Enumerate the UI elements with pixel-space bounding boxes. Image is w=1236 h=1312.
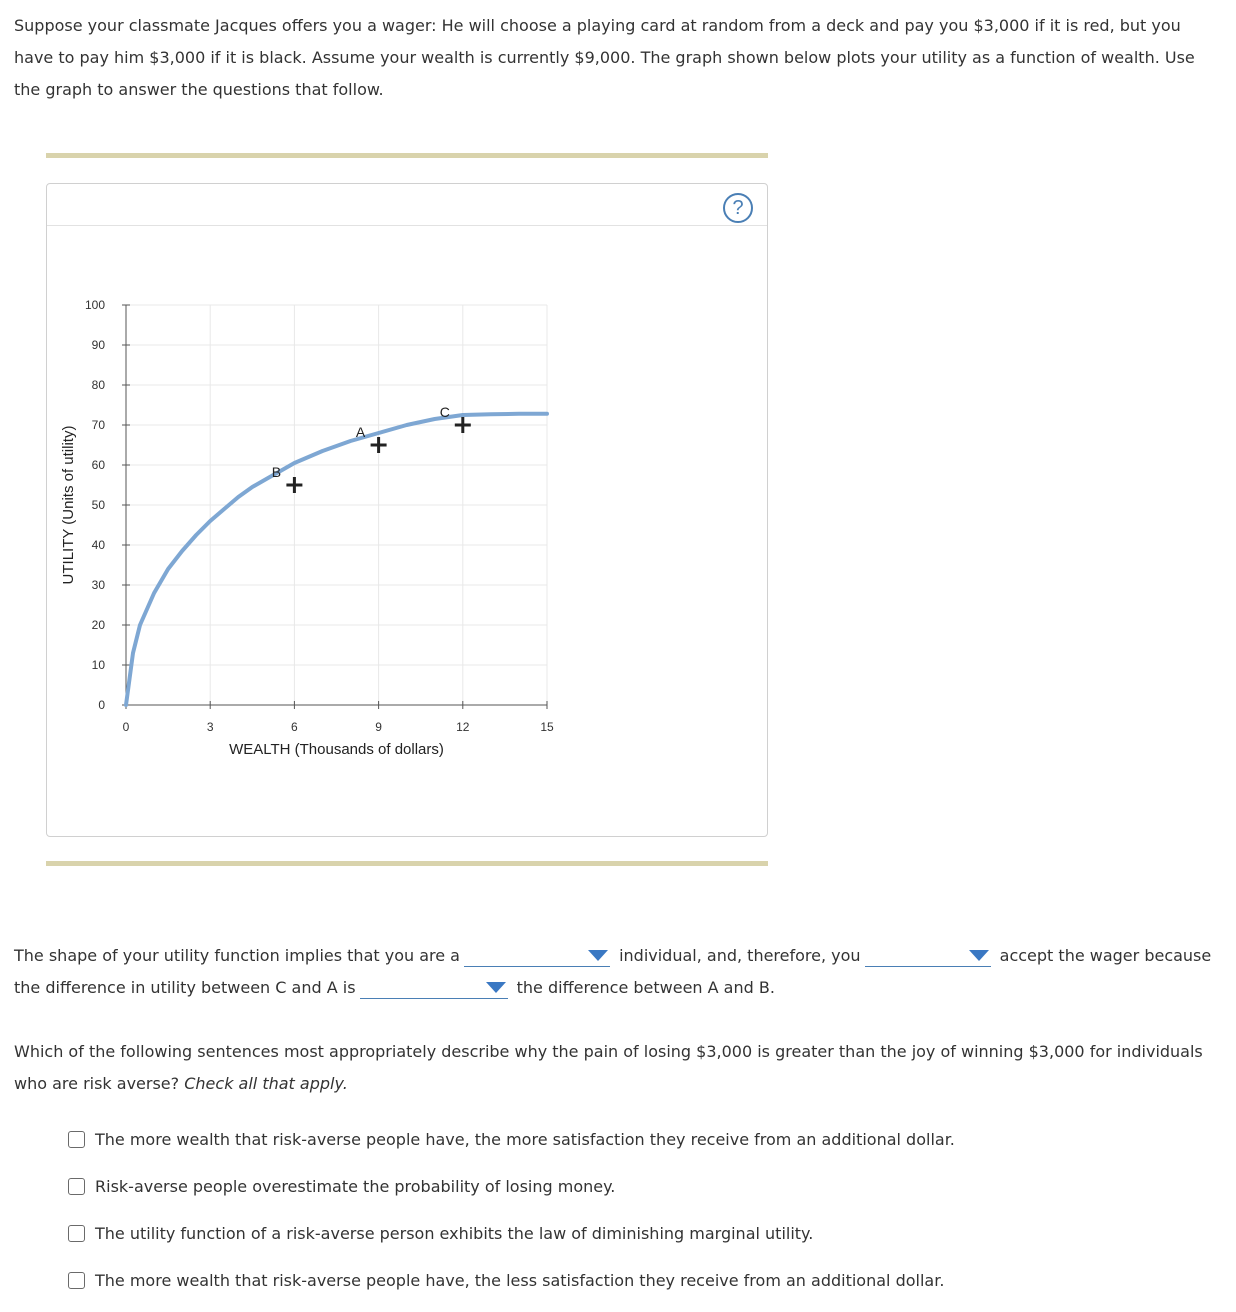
chevron-down-icon (486, 982, 506, 993)
x-tick-label: 9 (375, 720, 382, 734)
q1-text-1: The shape of your utility function implies that you are a (14, 946, 460, 965)
x-tick-label: 0 (122, 720, 130, 734)
utility-curve (126, 414, 547, 705)
y-axis-label: UTILITY (Units of utility) (60, 425, 77, 585)
top-divider (46, 153, 768, 158)
checkbox[interactable] (68, 1178, 85, 1195)
y-tick-label: 40 (91, 538, 105, 552)
option-2[interactable] (68, 1171, 955, 1218)
x-tick-label: 12 (456, 720, 470, 734)
checkbox[interactable] (68, 1272, 85, 1289)
y-tick-label: 50 (91, 498, 105, 512)
accept-wager-dropdown[interactable] (865, 940, 991, 967)
question-mark-icon[interactable]: ? (723, 193, 753, 223)
option-label: Risk-averse people overestimate the probability of losing money. (95, 1177, 616, 1196)
chevron-down-icon (969, 950, 989, 961)
y-tick-label: 20 (91, 618, 105, 632)
checkbox[interactable] (68, 1225, 85, 1242)
y-tick-label: 80 (91, 378, 105, 392)
question-1 (14, 940, 1229, 1004)
y-tick-label: 30 (91, 578, 105, 592)
option-label: The more wealth that risk-averse people have, the more satisfaction they receive from an additional dollar. (95, 1130, 955, 1149)
y-tick-label: 0 (98, 698, 105, 712)
y-tick-label: 70 (91, 418, 105, 432)
x-tick-label: 15 (540, 720, 554, 734)
utility-difference-dropdown[interactable] (360, 972, 508, 999)
intro-text: Suppose your classmate Jacques offers you a wager: He will choose a playing card at random from a deck and pay you $3,000 if it is red, but you have to pay him $3,000 if it is black. Assume your wealth is currently $9,000. The graph shown below plots your utility as a function of wealth. Use the graph to answer the questions that follow. (14, 16, 1195, 99)
point-label-B: B (271, 464, 282, 480)
x-tick-label: 6 (291, 720, 298, 734)
x-tick-label: 3 (206, 720, 214, 734)
graph-panel (46, 183, 768, 837)
checkbox[interactable] (68, 1131, 85, 1148)
option-3[interactable] (68, 1218, 955, 1265)
answer-options (68, 1124, 955, 1312)
option-4[interactable] (68, 1265, 955, 1312)
bottom-divider (46, 861, 768, 866)
option-1[interactable] (68, 1124, 955, 1171)
y-tick-label: 10 (91, 658, 105, 672)
y-tick-label: 90 (91, 338, 105, 352)
option-label: The utility function of a risk-averse person exhibits the law of diminishing marginal utility. (95, 1224, 814, 1243)
y-tick-label: 100 (84, 298, 105, 312)
q1-text-2: individual, and, therefore, you (619, 946, 861, 965)
point-label-A: A (355, 424, 366, 440)
q1-text-3: accept the wager because the difference in utility between C and A is (14, 946, 1212, 997)
q2-text: Which of the following sentences most appropriately describe why the pain of losing $3,000 is greater than the joy of winning $3,000 for individuals who are risk averse? (14, 1042, 1203, 1093)
q2-instruction: Check all that apply. (184, 1074, 348, 1093)
y-tick-label: 60 (91, 458, 105, 472)
question-2 (14, 1036, 1229, 1100)
risk-attitude-dropdown[interactable] (464, 940, 610, 967)
option-label: The more wealth that risk-averse people have, the less satisfaction they receive from an additional dollar. (95, 1271, 945, 1290)
point-label-C: C (439, 404, 450, 420)
utility-chart (47, 184, 767, 836)
q1-text-4: the difference between A and B. (516, 978, 775, 997)
x-axis-label: WEALTH (Thousands of dollars) (229, 741, 444, 758)
chevron-down-icon (588, 950, 608, 961)
